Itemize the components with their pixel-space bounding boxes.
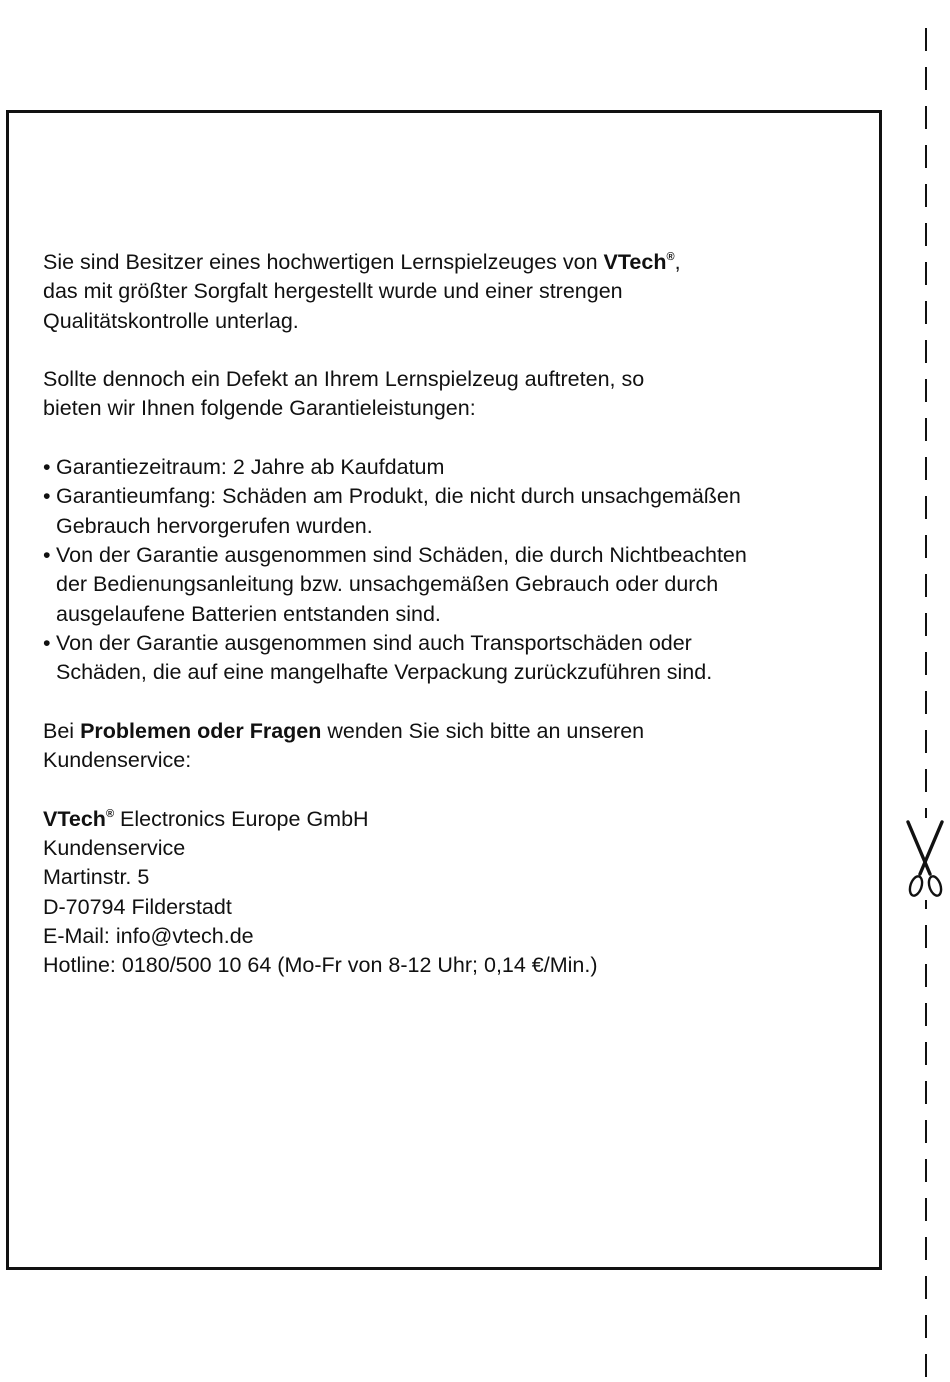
brand-name: VTech [43, 806, 106, 831]
hotline: Hotline: 0180/500 10 64 (Mo-Fr von 8-12 Uhr; 0,14 €/Min.) [43, 953, 598, 978]
list-item: • Garantiezeitraum: 2 Jahre ab Kaufdatum [43, 453, 863, 482]
city: D-70794 Filderstadt [43, 894, 232, 919]
defect-paragraph [43, 365, 863, 424]
registered-mark: ® [666, 251, 675, 263]
list-item: • Garantieumfang: Schäden am Produkt, die nicht durch unsachgemäßen Gebrauch hervorgerufen wurden. [43, 484, 741, 538]
warranty-terms-list [43, 453, 863, 687]
intro-line-2: das mit größter Sorgfalt hergestellt wurde und einer strengen [43, 279, 623, 304]
bullet-marker: • [43, 484, 51, 509]
problems-line-2: Kundenservice: [43, 748, 192, 773]
intro-line-1: Sie sind Besitzer eines hochwertigen Lernspielzeuges von VTech®, [43, 250, 681, 274]
problems-paragraph [43, 717, 863, 776]
brand-name: VTech [603, 250, 667, 274]
registered-mark: ® [105, 807, 115, 820]
defect-line-1: Sollte dennoch ein Defekt an Ihrem Lernspielzeug auftreten, so [43, 367, 645, 392]
scissors-icon [901, 818, 949, 900]
bullet-marker: • [43, 455, 51, 480]
bullet-marker: • [43, 630, 51, 655]
contact-address [43, 805, 863, 981]
problems-emphasis: Problemen oder Fragen [80, 718, 322, 743]
department: Kundenservice [43, 835, 186, 860]
list-item: • Von der Garantie ausgenommen sind auch Transportschäden oder Schäden, die auf eine mangelhafte Verpackung zurückzuführen sind. [43, 630, 713, 685]
company-name: VTech® Electronics Europe GmbH [43, 806, 369, 831]
defect-line-2: bieten wir Ihnen folgende Garantieleistungen: [43, 396, 476, 421]
list-item: • Von der Garantie ausgenommen sind Schäden, die durch Nichtbeachten der Bedienungsanleitung bzw. unsachgemäßen Gebrauch oder durch ausgelaufene Batterien entstanden sind. [43, 542, 747, 626]
problems-line-1: Bei Problemen oder Fragen wenden Sie sich bitte an unseren [43, 718, 645, 743]
warranty-text [43, 248, 863, 1010]
bullet-marker: • [43, 542, 51, 567]
street: Martinstr. 5 [43, 865, 150, 890]
dashed-cut-line [924, 28, 928, 1382]
email: E-Mail: info@vtech.de [43, 923, 254, 948]
intro-paragraph [43, 248, 863, 336]
intro-line-3: Qualitätskontrolle unterlag. [43, 308, 299, 333]
